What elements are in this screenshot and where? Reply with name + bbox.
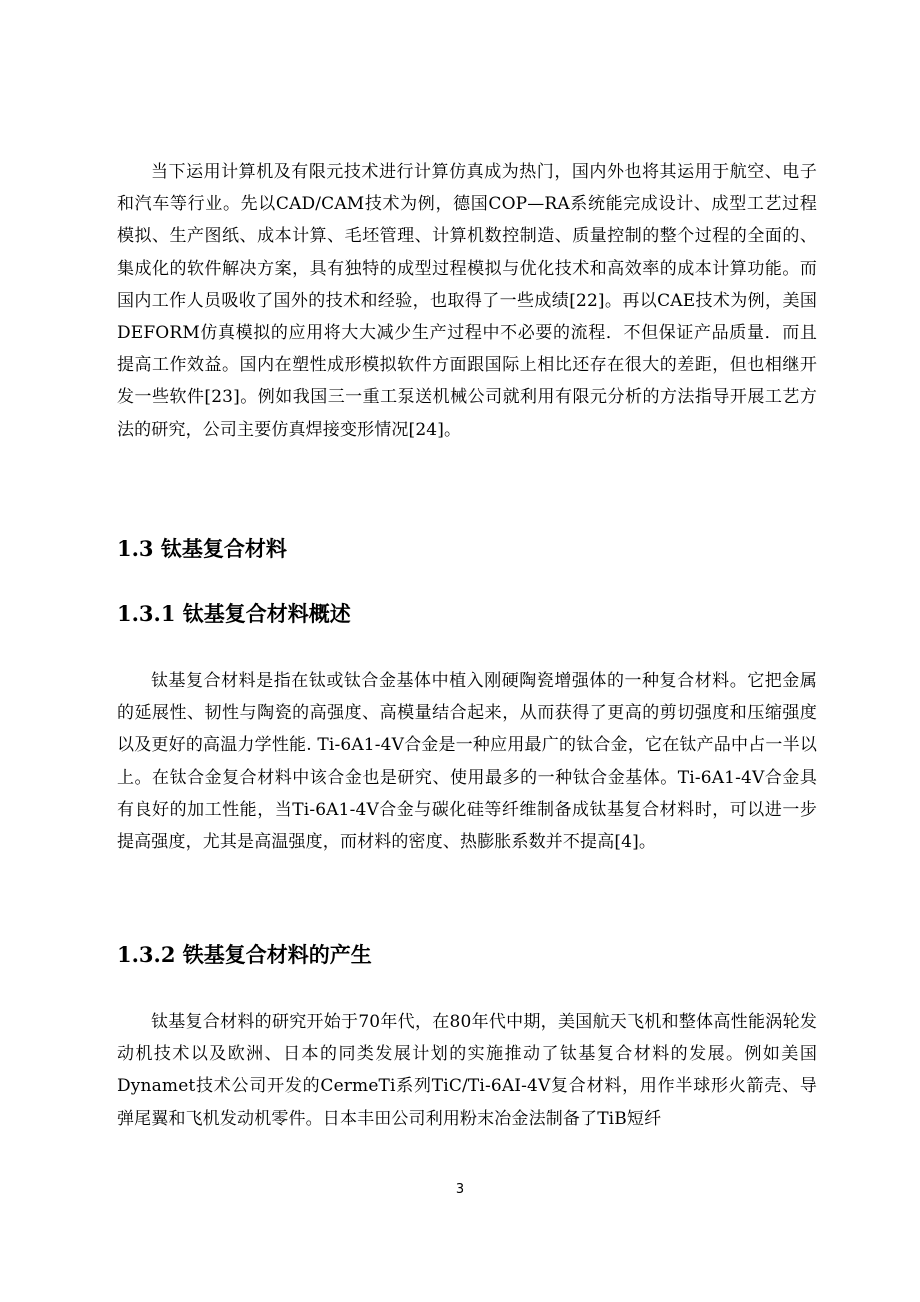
body-paragraph: 钛基复合材料是指在钛或钛合金基体中植入刚硬陶瓷增强体的一种复合材料。它把金属的延展性、韧性与陶瓷的高强度、高模量结合起来，从而获得了更高的剪切强度和压缩强度以及更好的高温力学性能. Ti-6A1-4V合金是一种应用最广的钛合金，它在钛产品中占一半以上。在钛合金复合材料中该合金也是研究、使用最多的一种钛合金基体。Ti-6A1-4V合金具有良好的加工性能，当Ti-6A1-4V合金与碳化硅等纤维制备成钛基复合材料时，可以进一步提高强度，尤其是高温强度，而材料的密度、热膨胀系数并不提高[4]。 <box>117 671 817 853</box>
subsection-heading: 1.3.1 钛基复合材料概述 <box>117 601 351 626</box>
section-heading: 1.3 钛基复合材料 <box>117 536 287 561</box>
subsection-heading: 1.3.2 铁基复合材料的产生 <box>117 942 372 967</box>
page-number: 3 <box>455 1182 465 1197</box>
body-paragraph: 当下运用计算机及有限元技术进行计算仿真成为热门，国内外也将其运用于航空、电子和汽车等行业。先以CAD/CAM技术为例，德国COP—RA系统能完成设计、成型工艺过程模拟、生产图纸、成本计算、毛坯管理、计算机数控制造、质量控制的整个过程的全面的、集成化的软件解决方案，具有独特的成型过程模拟与优化技术和高效率的成本计算功能。而国内工作人员吸收了国外的技术和经验，也取得了一些成绩[22]。再以CAE技术为例，美国DEFORM仿真模拟的应用将大大减少生产过程中不必要的流程．不但保证产品质量．而且提高工作效益。国内在塑性成形模拟软件方面跟国际上相比还存在很大的差距，但也相继开发一些软件[23]。例如我国三一重工泵送机械公司就利用有限元分析的方法指导开展工艺方法的研究，公司主要仿真焊接变形情况[24]。 <box>117 162 817 440</box>
body-paragraph: 钛基复合材料的研究开始于70年代，在80年代中期，美国航天飞机和整体高性能涡轮发动机技术以及欧洲、日本的同类发展计划的实施推动了钛基复合材料的发展。例如美国Dynamet技术公司开发的CermeTi系列TiC/Ti-6AI-4V复合材料，用作半球形火箭壳、导弹尾翼和飞机发动机零件。日本丰田公司利用粉末冶金法制备了TiB短纤 <box>117 1012 817 1129</box>
